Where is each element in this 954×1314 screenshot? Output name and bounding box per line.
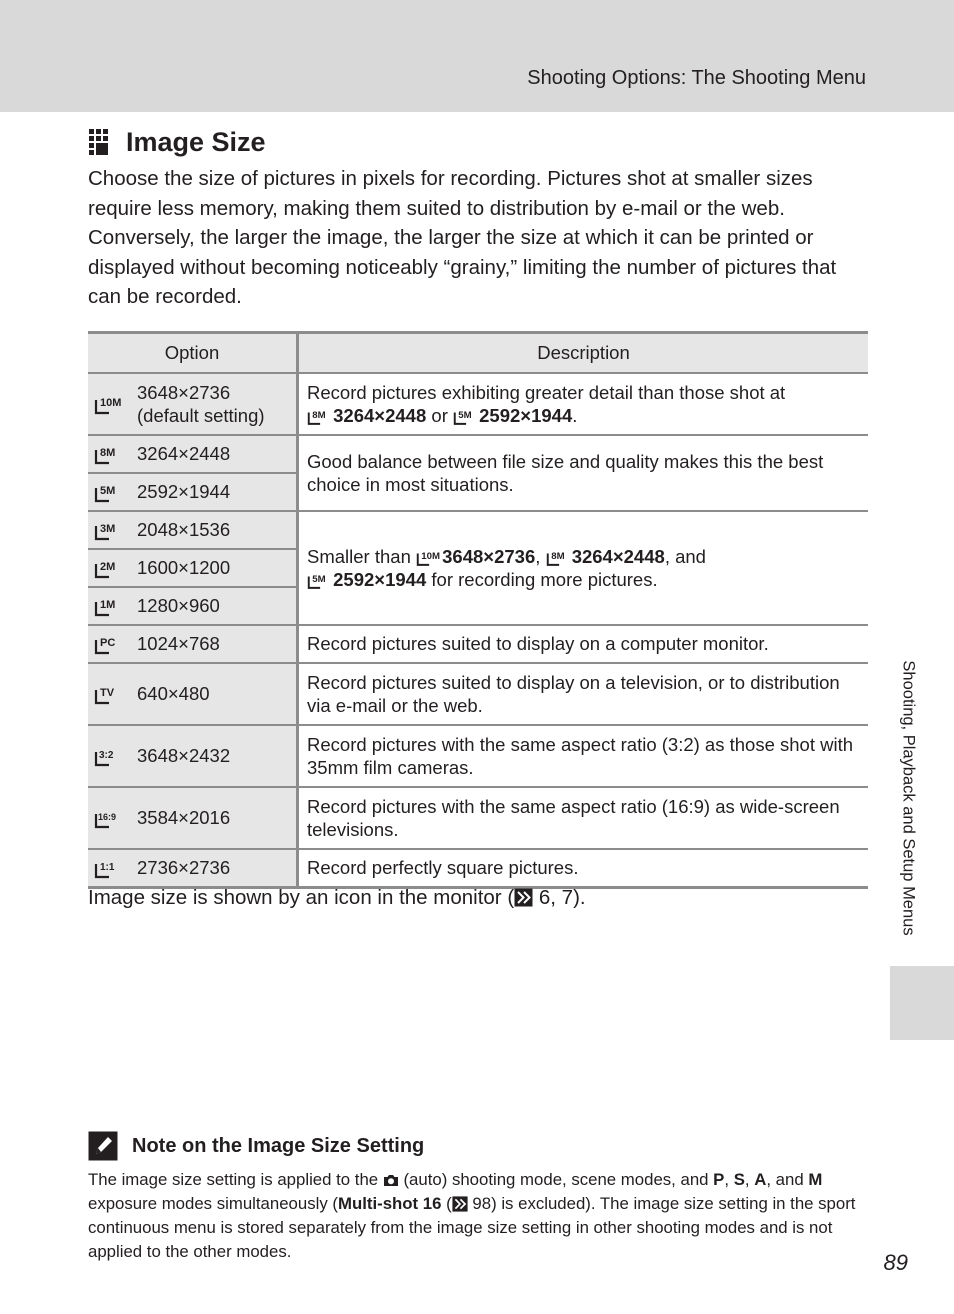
option-column-header: Option [88,333,298,374]
page-reference[interactable]: 6, 7 [538,886,574,909]
option-size: 1600×1200 [137,557,231,579]
option-size: 1280×960 [137,595,220,617]
svg-text:3M: 3M [100,523,116,535]
mode-p: P [713,1170,725,1189]
description-cell: Record perfectly square pictures. [298,849,869,887]
mode-m: M [808,1170,823,1189]
table-row [88,625,868,663]
svg-text:10M: 10M [421,550,440,562]
option-size: 3648×2736 [137,381,231,403]
size-reference: 3264×2448 [571,545,665,567]
option-size: 2592×1944 [137,481,231,503]
note-text: ) is excluded). The image size setting in the sport continuous menu is stored separately from the image size setting in other shooting modes and is not applied to the other modes. [88,1194,856,1261]
intro-paragraph: Choose the size of pictures in pixels for recording. Pictures shot at smaller sizes require less memory, making them suited to distribution by e-mail or the web. Conversely, the larger the image, the larger the size at which it can be printed or displayed without becoming noticeably “grainy,” limiting the number of pictures that can be recorded. [88,167,837,309]
option-cell [88,435,298,473]
note-text: , and [766,1170,809,1189]
option-cell [88,849,298,887]
note-text: The image size setting is applied to the [88,1170,383,1189]
camera-auto-mode-icon [383,1172,399,1188]
svg-text:TV: TV [100,687,115,699]
description-text: for recording more pictures. [426,569,658,590]
description-cell: Good balance between file size and quality makes this the best choice in most situations. [298,435,869,511]
option-cell [88,787,298,849]
note-text: exposure modes simultaneously ( [88,1194,338,1213]
note-pencil-icon [88,1131,118,1161]
size-reference: 2592×1944 [479,405,573,426]
svg-text:8M: 8M [312,409,326,421]
size-reference: 3264×2448 [333,405,427,426]
section-title-text: Image Size [126,126,266,157]
page-number: 89 [883,1250,908,1275]
5m-size-icon [94,482,118,502]
table-row [88,849,868,887]
option-size: 2048×1536 [137,519,231,541]
side-section-label-text: Shooting, Playback and Setup Menus [899,660,918,936]
8m-size-icon [94,444,118,464]
image-size-table [88,331,868,889]
1-1-size-icon [94,858,118,878]
svg-text:5M: 5M [100,485,116,497]
option-cell [88,663,298,725]
option-cell [88,473,298,511]
size-reference: 2592×1944 [333,569,427,590]
svg-text:3:2: 3:2 [99,750,114,761]
mode-a: A [754,1170,767,1189]
note-text: (auto) shooting mode, scene modes, and [398,1170,714,1189]
option-cell [88,587,298,625]
svg-text:8M: 8M [550,550,565,562]
option-size: 2736×2736 [137,857,231,878]
multi-shot-label: Multi-shot 16 [337,1194,442,1213]
option-cell [88,625,298,663]
monitor-note [88,886,586,910]
tv-size-icon [94,684,118,704]
side-tab [890,966,954,1040]
1m-size-icon [94,596,118,616]
16-9-size-icon [94,808,118,828]
description-text: , [535,545,546,567]
option-cell [88,511,298,549]
size-reference: 3648×2736 [442,545,536,567]
monitor-note-text: ). [573,886,586,909]
description-text: or [426,405,453,426]
monitor-note-text: Image size is shown by an icon in the monitor ( [88,886,515,909]
note-title: Note on the Image Size Setting [132,1134,425,1157]
svg-text:PC: PC [100,637,116,649]
svg-text:2M: 2M [100,561,116,573]
header-title: Shooting Options: The Shooting Menu [527,67,866,89]
description-cell: Record pictures suited to display on a computer monitor. [298,625,869,663]
svg-text:16:9: 16:9 [98,812,117,822]
page-reference[interactable]: 98 [472,1194,492,1213]
description-column-header: Description [298,333,869,374]
note-heading [88,1128,424,1164]
10m-size-icon [94,394,122,414]
description-cell [298,511,869,625]
description-cell: Record pictures suited to display on a television, or to distribution via e-mail or the web. [298,663,869,725]
option-size: 640×480 [137,683,210,705]
note-text: ( [441,1194,452,1213]
description-cell: Record pictures with the same aspect ratio (3:2) as those shot with 35mm film cameras. [298,725,869,787]
table-row [88,511,868,549]
default-setting-label: (default setting) [137,405,265,426]
svg-text:10M: 10M [100,397,122,409]
5m-size-icon [453,407,474,425]
description-text: , and [664,545,706,567]
table-header-row [88,333,868,374]
description-cell: Record pictures with the same aspect ratio (16:9) as wide-screen televisions. [298,787,869,849]
svg-text:5M: 5M [312,573,326,585]
5m-size-icon [307,571,328,589]
mode-s: S [733,1170,745,1189]
page-reference-icon [514,888,533,907]
table-row [88,725,868,787]
8m-size-icon [546,548,567,566]
10m-size-icon [416,548,440,566]
page-reference-icon [452,1196,468,1212]
svg-text:1:1: 1:1 [100,861,115,873]
svg-text:1M: 1M [100,599,116,611]
image-size-icon [88,128,118,156]
svg-text:8M: 8M [100,447,116,459]
svg-text:5M: 5M [458,409,472,421]
section-title [88,122,266,162]
option-size: 3264×2448 [137,443,231,465]
note-text: , [744,1170,755,1189]
3-2-size-icon [94,746,118,766]
note-body [88,1168,868,1264]
option-size: 3584×2016 [137,807,231,829]
option-cell [88,549,298,587]
option-size: 1024×768 [137,633,220,655]
3m-size-icon [94,520,118,540]
description-text: Smaller than [307,545,416,567]
pc-size-icon [94,634,118,654]
description-cell [298,373,869,435]
table-row [88,373,868,435]
8m-size-icon [307,407,328,425]
option-cell [88,373,298,435]
2m-size-icon [94,558,118,578]
table-row [88,663,868,725]
header-band [0,0,954,112]
option-cell [88,725,298,787]
description-text: . [572,405,578,426]
option-size: 3648×2432 [137,745,231,767]
table-row [88,435,868,473]
table-row [88,787,868,849]
note-text: , [724,1170,734,1189]
description-text: Record pictures exhibiting greater detail than those shot at [307,381,786,403]
